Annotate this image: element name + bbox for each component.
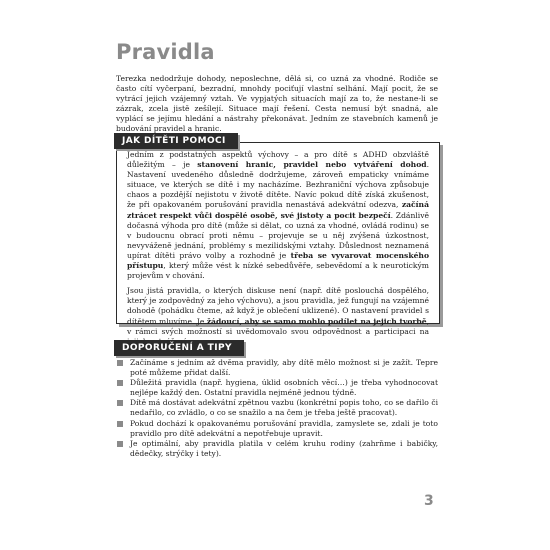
body-text: , v rámci svých možností si uvědomovalo svou odpovědnost a participaci na — [127, 316, 429, 336]
tip-item — [116, 439, 438, 459]
page-number: 3 — [424, 493, 434, 509]
tip-text: Důležitá pravidla (např. hygiena, úklid osobních věcí…) je třeba vyhodnocovat nejlépe každý den. Ostatní pravidla nejméně jednou týdně. — [130, 378, 438, 398]
square-bullet-icon — [117, 400, 123, 406]
tips-list — [116, 358, 438, 459]
tip-text: Dítě má dostávat adekvátní zpětnou vazbu (konkrétní popis toho, co se dařilo či nedařilo, co zvládlo, o co se snažilo a na čem je třeba ještě pracovat). — [130, 398, 438, 418]
tip-item — [116, 358, 438, 378]
square-bullet-icon — [117, 380, 123, 386]
body-text: . Nastavení uvedeného důsledně dodržujeme, zároveň empaticky vnímáme situace, ve kterých se dítě i my nacházíme. Bezhraniční výchova způsobuje chaos a pozdější nejistotu v životě dítěte. Navíc pokud dítě získá zkušenost, že při opakovaném porušování pravidla nenastává adekvátní odezva, — [127, 160, 429, 210]
intro-text — [116, 74, 438, 135]
emphasis-text: začíná ztrácet respekt vůči dospělé osobě, své jistoty a pocit bezpečí — [127, 200, 429, 220]
square-bullet-icon — [117, 421, 123, 427]
square-bullet-icon — [117, 360, 123, 366]
help-box-heading: JAK DÍTĚTI POMOCI — [114, 133, 238, 149]
help-box-text — [127, 150, 429, 352]
tip-text: Začínáme s jedním až dvěma pravidly, aby dítě mělo možnost si je zažít. Tepre poté můžeme přidat další. — [130, 358, 438, 378]
body-text: Jsou jistá pravidla, o kterých diskuse není (např. dítě poslouchá dospělého, který je zodpovědný za jeho výchovu), a jsou pravidla, jež fungují na vzájemné dohodě (pohádku čteme, až když je oblečení uklizené). O nastavení pravidel s dítětem mluvíme. Je — [127, 286, 429, 326]
body-text: . Zdánlivě dočasná výhoda pro dítě (může si dělat, co uzná za vhodné, ovládá rodinu) se v budoucnu obrací proti němu – projevuje se u něj zvýšená úzkostnost, nevyváženě jednání, problémy s mezilidskými vztahy. Důslednost neznamená upírat dítěti právo volby a rozhodně je — [127, 210, 429, 260]
body-text: , který může vést k nízké sebedůvěře, sebevědomí a k neurotickým projevům v chování. — [127, 261, 429, 281]
square-bullet-icon — [117, 441, 123, 447]
page-title: Pravidla — [116, 40, 215, 64]
emphasis-text: stanovení hranic, pravidel nebo vytváření dohod — [197, 160, 427, 170]
tip-item — [116, 378, 438, 398]
help-box-paragraph — [127, 286, 429, 347]
emphasis-text: třeba se vyvarovat mocenského přístupu — [127, 250, 430, 271]
tips-heading: DOPORUČENÍ A TIPY — [114, 340, 244, 356]
help-box-paragraph — [127, 150, 429, 281]
body-text: Jedním z podstatných aspektů výchovy – a pro dítě s ADHD obzvláště důležitým – je — [127, 150, 429, 170]
tip-text: Je optimální, aby pravidla platila v celém kruhu rodiny (zahrňme i babičky, dědečky, strýčky i tety). — [130, 438, 438, 458]
intro-paragraph: Terezka nedodržuje dohody, neposlechne, dělá si, co uzná za vhodné. Rodiče se často cítí vyčerpaní, bezradní, mnohdy pociťují vlastní selhání. Mají pocit, že se vytrácí jejich vzájemný vztah. Ve vypjatých situacích mají za to, že nestane-li se zázrak, zcela jistě zešílejí. Situace mají řešení. Cesta nemusí být snadná, ale vyplácí se jejímu hledání a nástrahy překonávat. Jedním ze stavebních kamenů je budování pravidel a hranic. — [116, 74, 438, 134]
tip-text: Pokud dochází k opakovanému porušování pravidla, zamyslete se, zdali je toto pravidlo pro dítě adekvátní a nepotřebuje upravit. — [130, 418, 438, 438]
tip-item — [116, 419, 438, 439]
emphasis-text: žádoucí, aby se samo mohlo podílet na jejich tvorbě — [206, 316, 427, 326]
tip-item — [116, 398, 438, 418]
